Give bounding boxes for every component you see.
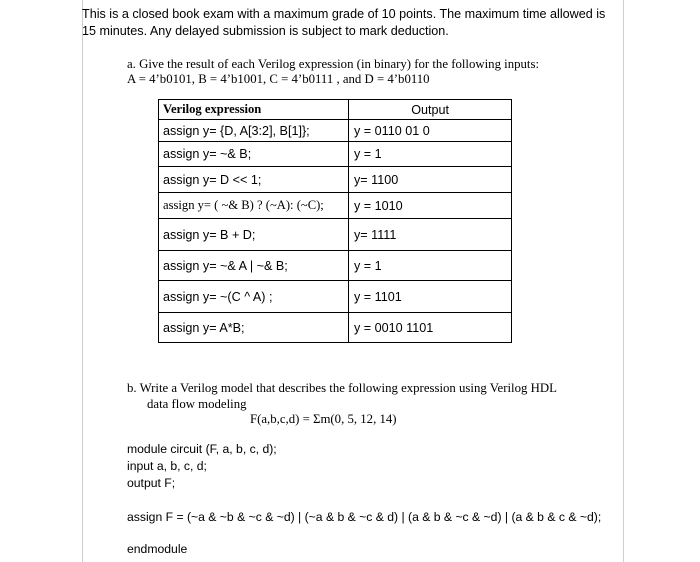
table-row [159,313,512,343]
expression-cell: assign y= ( ~& B) ? (~A): (~C); [159,193,349,219]
instructions-line-2: 15 minutes. Any delayed submission is subject to mark deduction. [82,24,449,38]
exam-instructions [82,6,612,40]
table-row [159,281,512,313]
table-row [159,193,512,219]
expression-cell: assign y= A*B; [159,313,349,343]
table-row [159,142,512,167]
expression-cell: assign y= {D, A[3:2], B[1]}; [159,120,349,142]
output-cell: y = 1101 [349,281,512,313]
code-line-endmodule: endmodule [127,542,188,556]
table-row [159,167,512,193]
output-cell: y= 1100 [349,167,512,193]
header-verilog-expression: Verilog expression [159,100,349,120]
output-cell: y = 0010 1101 [349,313,512,343]
expression-cell: assign y= ~(C ^ A) ; [159,281,349,313]
output-cell: y = 1 [349,142,512,167]
code-line-assign: assign F = (~a & ~b & ~c & ~d) | (~a & b & ~c & d) | (a & b & ~c & ~d) | (a & b & c & ~d); [127,510,602,524]
expression-cell: assign y= ~& A | ~& B; [159,251,349,281]
table-row [159,219,512,251]
question-a-prompt: a. Give the result of each Verilog expression (in binary) for the following inputs: [127,57,540,71]
output-cell: y= 1111 [349,219,512,251]
expression-cell: assign y= B + D; [159,219,349,251]
question-b-prompt: b. Write a Verilog model that describes the following expression using Verilog HDL [127,381,557,395]
verilog-expression-table [158,99,512,343]
minterm-formula: F(a,b,c,d) = Σm(0, 5, 12, 14) [250,412,397,426]
header-output: Output [349,100,512,120]
output-cell: y = 0110 01 0 [349,120,512,142]
question-a-inputs: A = 4’b0101, B = 4’b1001, C = 4’b0111 , and D = 4’b0110 [127,72,430,86]
table-row [159,120,512,142]
table-header-row [159,100,512,120]
code-line-output: output F; [127,476,176,490]
code-line-input: input a, b, c, d; [127,459,207,473]
instructions-line-1: This is a closed book exam with a maximum grade of 10 points. The maximum time allowed is [82,7,606,21]
question-b-prompt-continued: data flow modeling [147,397,247,411]
code-line-module: module circuit (F, a, b, c, d); [127,442,277,456]
output-cell: y = 1 [349,251,512,281]
expression-cell: assign y= D << 1; [159,167,349,193]
expression-cell: assign y= ~& B; [159,142,349,167]
table-row [159,251,512,281]
output-cell: y = 1010 [349,193,512,219]
